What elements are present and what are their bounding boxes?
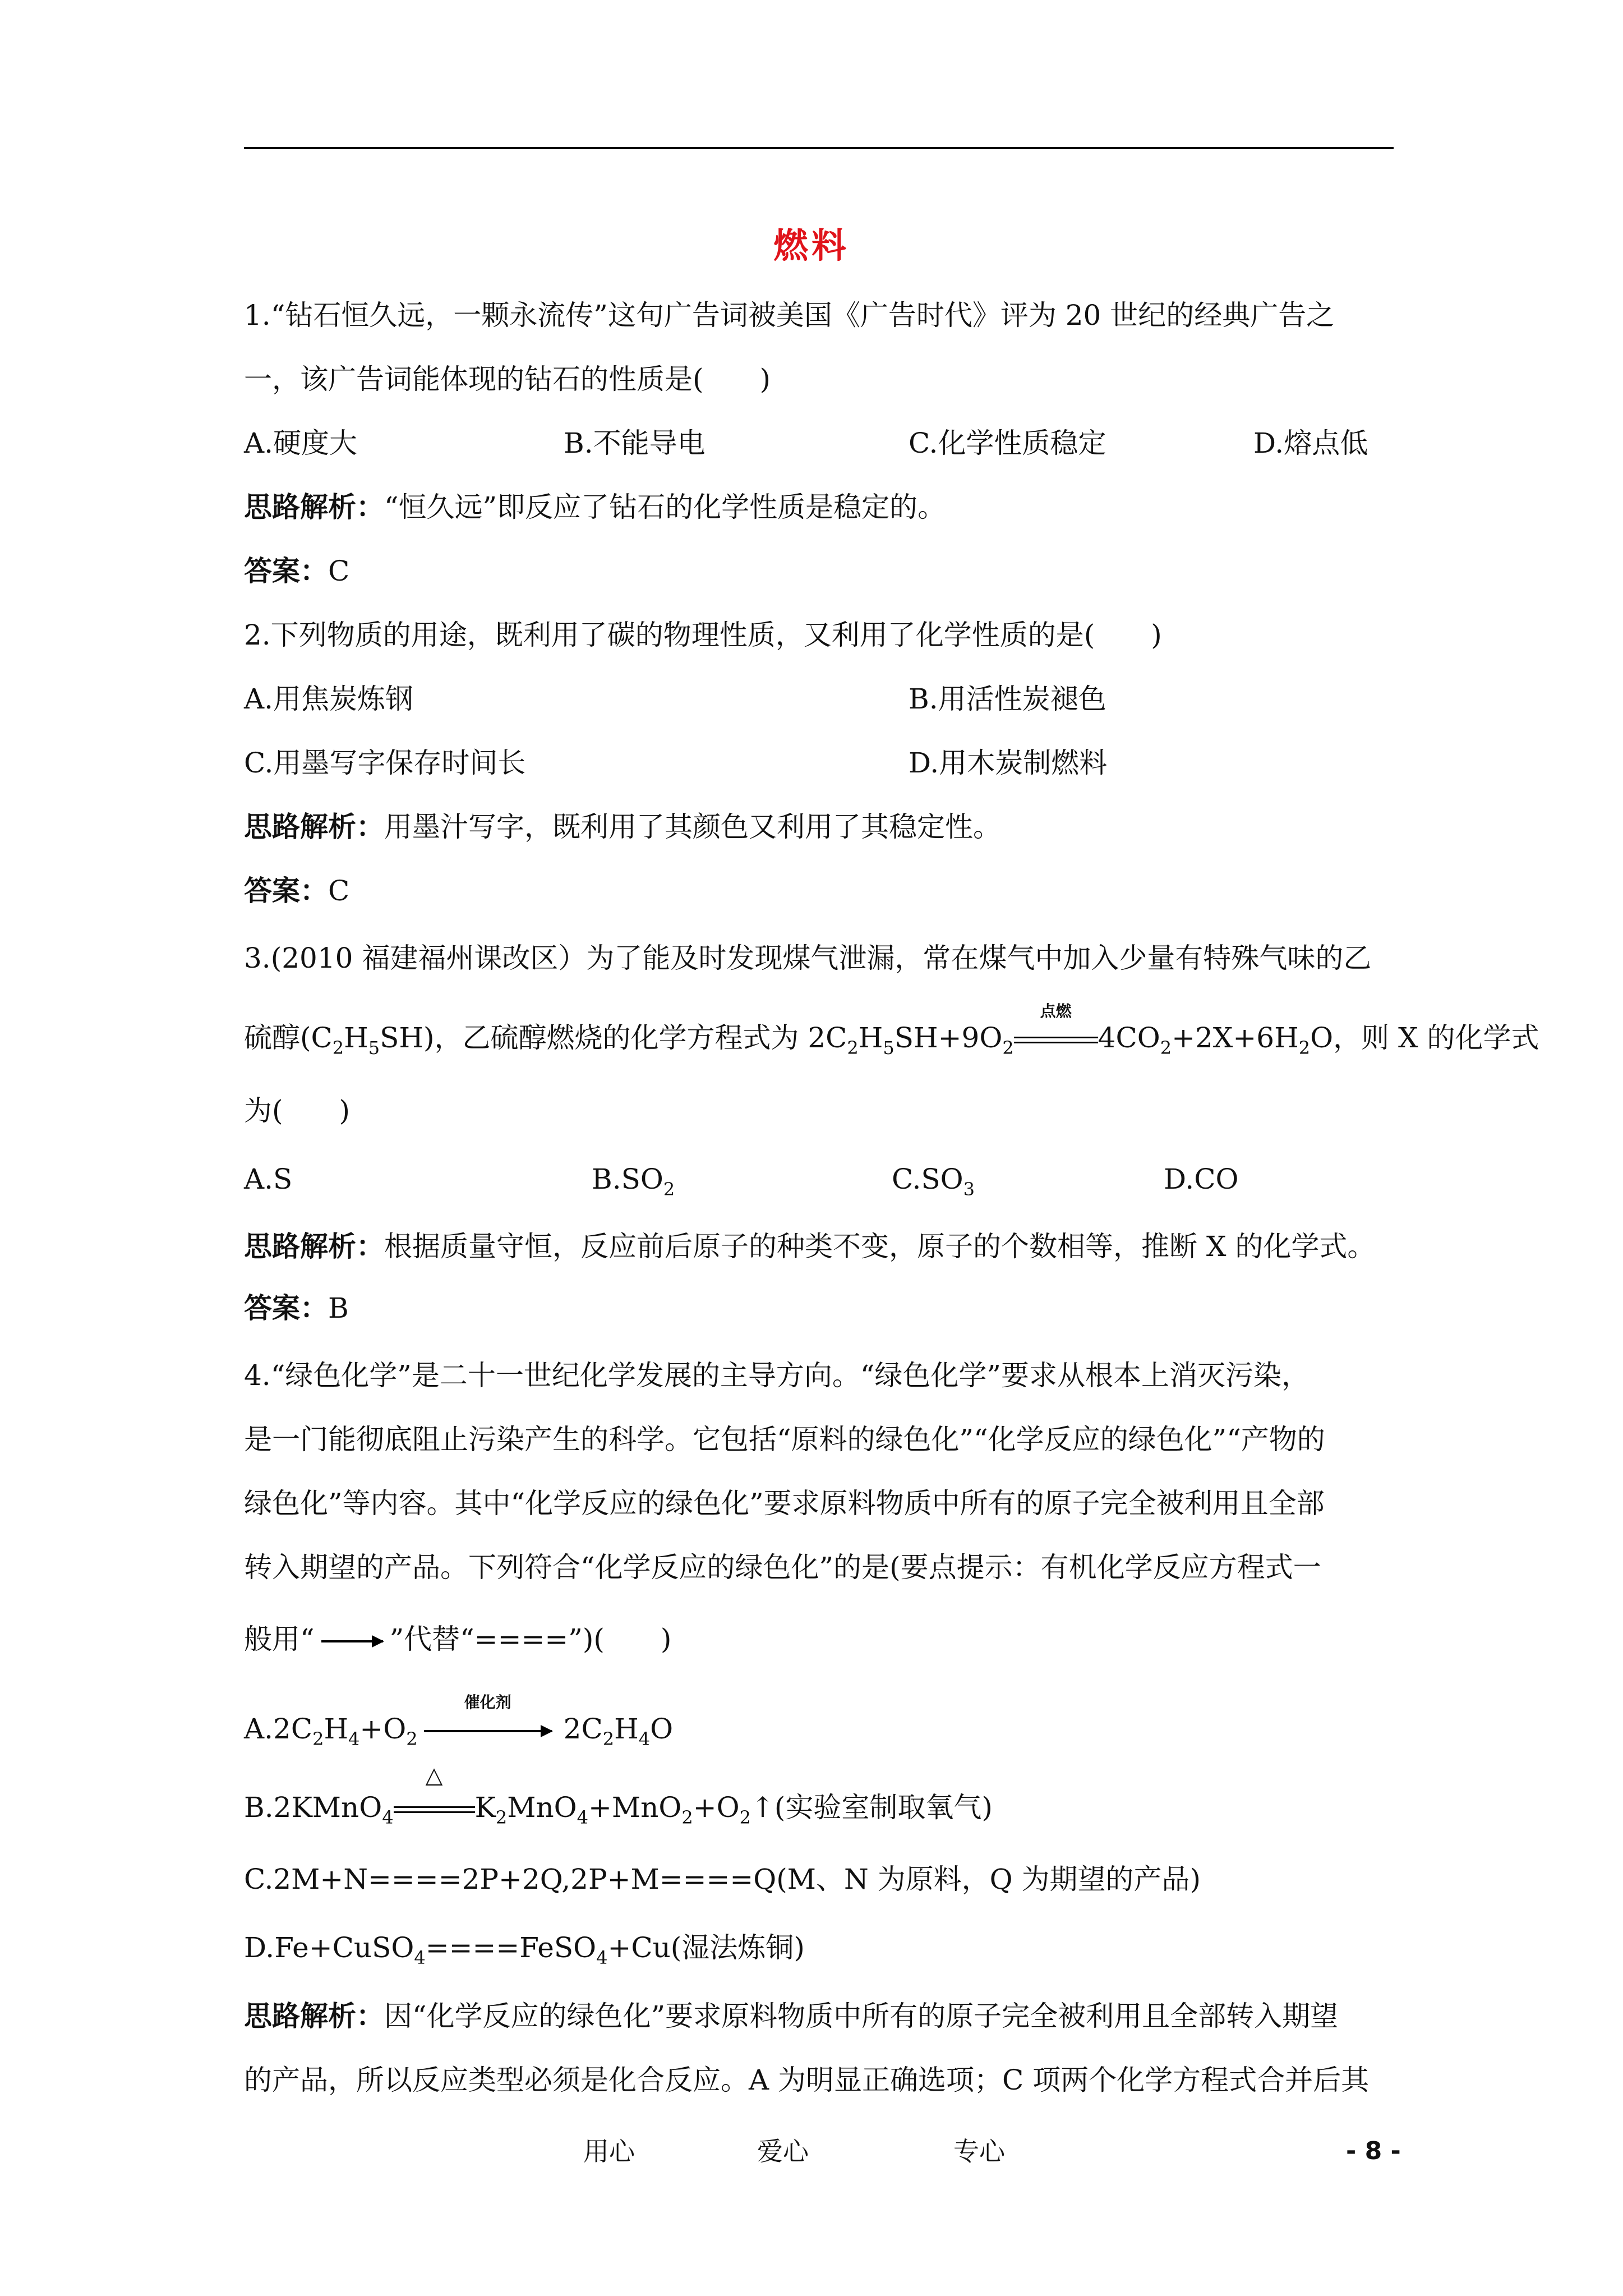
q2-option-d: D.用木炭制燃料 <box>909 747 1108 779</box>
q3-option-c: $C.SO_3$ <box>892 1163 975 1200</box>
footer-text-2: 爱心 <box>757 2136 809 2166</box>
q3-analysis <box>244 1228 1375 1264</box>
q4-stem-line4: 转入期望的产品。下列符合“化学反应的绿色化”的是(要点提示：有机化学反应方程式一 <box>244 1551 1321 1584</box>
analysis-text: 因“化学反应的绿色化”要求原料物质中所有的原子完全被利用且全部转入期望 <box>384 2000 1339 2032</box>
q4-stem-line2: 是一门能彻底阻止污染产生的科学。它包括“原料的绿色化”“化学反应的绿色化”“产物的 <box>244 1423 1325 1456</box>
q1-answer <box>244 553 349 589</box>
q4-stem-line5: 般用“ ”代替“====”)( ) <box>244 1623 672 1655</box>
q4-stem-line1: 4.“绿色化学”是二十一世纪化学发展的主导方向。“绿色化学”要求从根本上消灭污染， <box>244 1359 1310 1392</box>
q1-option-d: D.熔点低 <box>1253 427 1368 459</box>
answer-label: 答案： <box>244 875 328 907</box>
arrow-icon <box>321 1640 383 1642</box>
q2-option-a: A.用焦炭炼钢 <box>244 683 414 715</box>
q4-option-a: $A.2C_2H_4+O_2$ 催化剂 $2C_2H_4O$ <box>244 1693 674 1750</box>
q1-option-b: B.不能导电 <box>564 427 706 459</box>
q4-analysis-line1 <box>244 1998 1338 2034</box>
q4-stem-line3: 绿色化”等内容。其中“化学反应的绿色化”要求原料物质中所有的原子完全被利用且全部 <box>244 1487 1325 1520</box>
answer-label: 答案： <box>244 555 328 587</box>
footer-text-1: 用心 <box>583 2136 635 2166</box>
answer-value: C <box>328 555 350 587</box>
q2-analysis <box>244 809 1001 845</box>
analysis-text: “恒久远”即反应了钻石的化学性质是稳定的。 <box>384 491 946 523</box>
analysis-text: 用墨汁写字，既利用了其颜色又利用了其稳定性。 <box>384 811 1001 843</box>
answer-value: B <box>328 1292 349 1324</box>
page-title: 燃料 <box>773 225 850 266</box>
q3-stem-line2: 硫醇$(C_2H_5SH)$，乙硫醇燃烧的化学方程式为 $2C_2H_5SH+9O_2$ 点燃 $4CO_2+2X+6H_2O$，则 X 的化学式 <box>244 1002 1539 1059</box>
q3-answer <box>244 1290 349 1326</box>
analysis-label: 思路解析： <box>244 811 384 843</box>
q3-option-b: $B.SO_2$ <box>592 1163 675 1200</box>
q2-option-c: C.用墨写字保存时间长 <box>244 747 526 779</box>
q3-stem-line3: 为( ) <box>244 1094 351 1127</box>
q4-option-c: C.2M+N====2P+2Q,2P+M====Q(M、N 为原料，Q 为期望的产品) <box>244 1863 1201 1895</box>
q2-stem: 2.下列物质的用途，既利用了碳的物理性质，又利用了化学性质的是( ) <box>244 619 1162 651</box>
q2-answer <box>244 873 349 909</box>
reaction-condition: 催化剂 <box>418 1711 558 1747</box>
page-number: - 8 - <box>1346 2137 1401 2165</box>
analysis-label: 思路解析： <box>244 2000 384 2032</box>
q3-option-d: D.CO <box>1164 1163 1239 1195</box>
analysis-label: 思路解析： <box>244 1230 384 1263</box>
q2-option-b: B.用活性炭褪色 <box>909 683 1106 715</box>
reaction-condition: △ <box>394 1789 475 1825</box>
q4-option-b: B.2KMnO$_4$ △ $K_2MnO_4+MnO_2+O_2↑$(实验室制取氧气) <box>244 1763 993 1828</box>
footer-text-3: 专心 <box>953 2136 1005 2166</box>
answer-label: 答案： <box>244 1292 328 1324</box>
q4-option-d: D.Fe+CuSO$_4$====FeSO$_4$+Cu(湿法炼铜) <box>244 1931 805 1968</box>
q3-stem-line1: 3.(2010 福建福州课改区）为了能及时发现煤气泄漏，常在煤气中加入少量有特殊气味的乙 <box>244 942 1372 974</box>
analysis-label: 思路解析： <box>244 491 384 523</box>
q1-option-c: C.化学性质稳定 <box>909 427 1106 459</box>
q1-stem-line2: 一，该广告词能体现的钻石的性质是( ) <box>244 363 771 395</box>
reaction-condition: 点燃 <box>1014 1020 1098 1056</box>
q1-analysis <box>244 489 946 525</box>
analysis-text: 根据质量守恒，反应前后原子的种类不变，原子的个数相等，推断 X 的化学式。 <box>384 1230 1376 1263</box>
answer-value: C <box>328 875 350 907</box>
q1-option-a: A.硬度大 <box>244 427 358 459</box>
q3-option-a: A.S <box>244 1163 293 1195</box>
q4-analysis-line2: 的产品，所以反应类型必须是化合反应。A 为明显正确选项；C 项两个化学方程式合并后其 <box>244 2064 1370 2096</box>
q1-stem-line1: 1.“钻石恒久远，一颗永流传”这句广告词被美国《广告时代》评为 20 世纪的经典广告之 <box>244 299 1335 332</box>
header-rule <box>244 147 1394 149</box>
